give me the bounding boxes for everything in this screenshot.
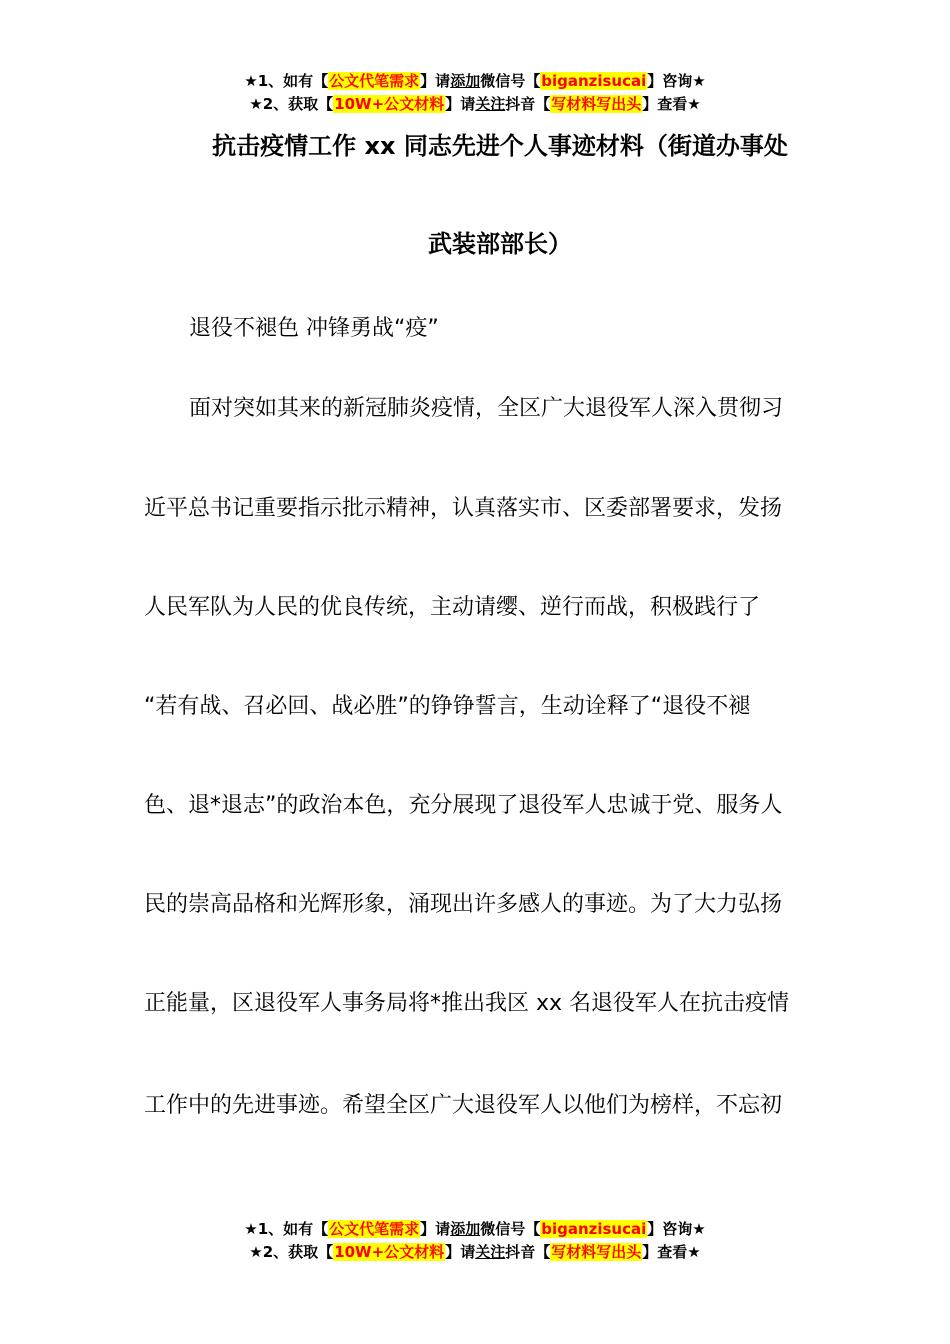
document-title-line-2: 武装部部长） — [428, 230, 572, 258]
paragraph-line: 人民军队为人民的优良传统，主动请缨、逆行而战，积极践行了 — [144, 595, 761, 620]
banner-text: 】请 — [420, 1220, 451, 1238]
document-title-line-1: 抗击疫情工作 xx 同志先进个人事迹材料（街道办事处 — [212, 132, 788, 160]
banner-text: 】请 — [445, 95, 476, 113]
banner-highlight: 公文代笔需求 — [329, 72, 420, 90]
banner-underlined: 关注 — [475, 1243, 506, 1261]
banner-text: 】咨询★ — [647, 1220, 706, 1238]
banner-line-2 — [0, 93, 950, 116]
banner-text: ★1、如有【 — [244, 1220, 329, 1238]
header-banner — [0, 70, 950, 116]
paragraph-line: “若有战、召必回、战必胜”的铮铮誓言，生动诠释了“退役不褪 — [144, 694, 751, 719]
banner-underlined: 添加 — [450, 1220, 481, 1238]
banner-text: 】查看★ — [642, 1243, 701, 1261]
paragraph-line: 工作中的先进事迹。希望全区广大退役军人以他们为榜样，不忘初 — [144, 1093, 783, 1118]
banner-underlined: 添加 — [450, 72, 481, 90]
banner-douyin-name: 写材料写出头 — [551, 1243, 642, 1261]
paragraph-line: 色、退*退志”的政治本色，充分展现了退役军人忠诚于党、服务人 — [144, 793, 783, 818]
banner-text: ★1、如有【 — [244, 72, 329, 90]
banner-wechat-id: biganzisucai — [541, 72, 647, 90]
banner-underlined: 关注 — [475, 95, 506, 113]
section-subtitle: 退役不褪色 冲锋勇战“疫” — [189, 316, 439, 341]
banner-line-1 — [0, 1218, 950, 1241]
banner-douyin-name: 写材料写出头 — [551, 95, 642, 113]
banner-text: 】咨询★ — [647, 72, 706, 90]
banner-text: 抖音【 — [505, 1243, 551, 1261]
banner-wechat-id: biganzisucai — [541, 1220, 647, 1238]
banner-highlight: 公文代笔需求 — [329, 1220, 420, 1238]
footer-banner — [0, 1218, 950, 1264]
paragraph-line: 正能量，区退役军人事务局将*推出我区 xx 名退役军人在抗击疫情 — [144, 991, 790, 1016]
banner-text: 】请 — [445, 1243, 476, 1261]
banner-highlight: 10W+公文材料 — [334, 1243, 445, 1261]
banner-line-1 — [0, 70, 950, 93]
paragraph-line: 近平总书记重要指示批示精神，认真落实市、区委部署要求，发扬 — [144, 496, 783, 521]
paragraph-line: 面对突如其来的新冠肺炎疫情，全区广大退役军人深入贯彻习 — [189, 396, 784, 421]
banner-text: 】请 — [420, 72, 451, 90]
banner-text: ★2、获取【 — [249, 95, 334, 113]
banner-text: 】查看★ — [642, 95, 701, 113]
banner-text: ★2、获取【 — [249, 1243, 334, 1261]
banner-text: 抖音【 — [505, 95, 551, 113]
banner-highlight: 10W+公文材料 — [334, 95, 445, 113]
banner-line-2 — [0, 1241, 950, 1264]
banner-text: 微信号【 — [480, 1220, 541, 1238]
paragraph-line: 民的崇高品格和光辉形象，涌现出许多感人的事迹。为了大力弘扬 — [144, 892, 783, 917]
banner-text: 微信号【 — [480, 72, 541, 90]
